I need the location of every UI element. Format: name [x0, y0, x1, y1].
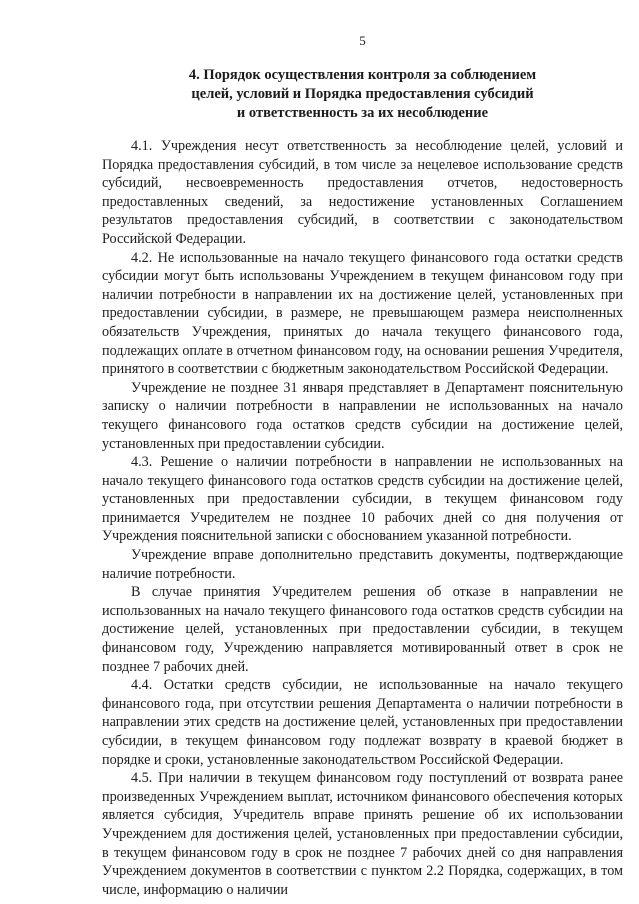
paragraph-explanatory-note: Учреждение не позднее 31 января представляет в Департамент пояснительную записку о наличии потребности в направлении не использованных на начало текущего финансового года остатков средств субсидии на достижение целей, установленных при предоставлении субсидии. [102, 379, 623, 452]
paragraph-4-1: 4.1. Учреждения несут ответственность за несоблюдение целей, условий и Порядка предоставления субсидий, в том числе за нецелевое использование средств субсидий, несвоевременность предоставления отчетов, недостоверность предоставленных сведений, за недостижение установленных Соглашением результатов предоставления субсидий, в соответствии с законодательством Российской Федерации. [102, 138, 623, 247]
paragraph-additional-documents: Учреждение вправе дополнительно представить документы, подтверждающие наличие потребности. [102, 547, 623, 582]
section-heading-line: 4. Порядок осуществления контроля за соблюдением [188, 67, 537, 83]
paragraph-refusal: В случае принятия Учредителем решения об отказе в направлении не использованных на начало текущего финансового года остатков средств субсидии на достижение целей, установленных при предоставлении субсидии, в текущем финансовом году, Учреждению направляется мотивированный ответ в срок не позднее 7 рабочих дней. [102, 584, 623, 675]
paragraph-4-2: 4.2. Не использованные на начало текущего финансового года остатки средств субсидии могут быть использованы Учреждением в текущем финансовом году при наличии потребности в направлении их на достижение целей, установленных при предоставлении субсидии, в размере, не превышающем размера неисполненных обязательств Учреждения, принятых до начала текущего финансового года, подлежащих оплате в отчетном финансовом году, на основании решения Учредителя, принятого в соответствии с бюджетным законодательством Российской Федерации. [102, 249, 623, 378]
section-heading-line: и ответственность за их несоблюдение [236, 105, 489, 121]
section-heading [102, 66, 623, 123]
page-number: 5 [359, 33, 366, 48]
paragraph-4-3: 4.3. Решение о наличии потребности в направлении не использованных на начало текущего финансового года остатков средств субсидии на достижение целей, установленных при предоставлении субсидии, в текущем финансовом году принимается Учредителем не позднее 10 рабочих дней со дня получения от Учреждения пояснительной записки с обоснованием указанной потребности. [102, 454, 623, 545]
section-body [102, 137, 623, 899]
paragraph-4-4: 4.4. Остатки средств субсидии, не использованные на начало текущего финансового года, при отсутствии решения Департамента о наличии потребности в направлении этих средств на достижение целей, установленных при предоставлении субсидии, в текущем финансовом году подлежат возврату в краевой бюджет в порядке и сроки, установленные законодательством Российской Федерации. [102, 677, 623, 768]
paragraph-4-5: 4.5. При наличии в текущем финансовом году поступлений от возврата ранее произведенных Учреждением выплат, источником финансового обеспечения которых является субсидия, Учредитель вправе принять решение об их использовании Учреждением для достижения целей, установленных при предоставлении субсидии, в текущем финансовом году в срок не позднее 7 рабочих дней со дня направления Учреждением документов в соответствии с пунктом 2.2 Порядка, содержащих, в том числе, информацию о наличии [102, 770, 623, 898]
section-heading-line: целей, условий и Порядка предоставления субсидий [191, 86, 534, 102]
